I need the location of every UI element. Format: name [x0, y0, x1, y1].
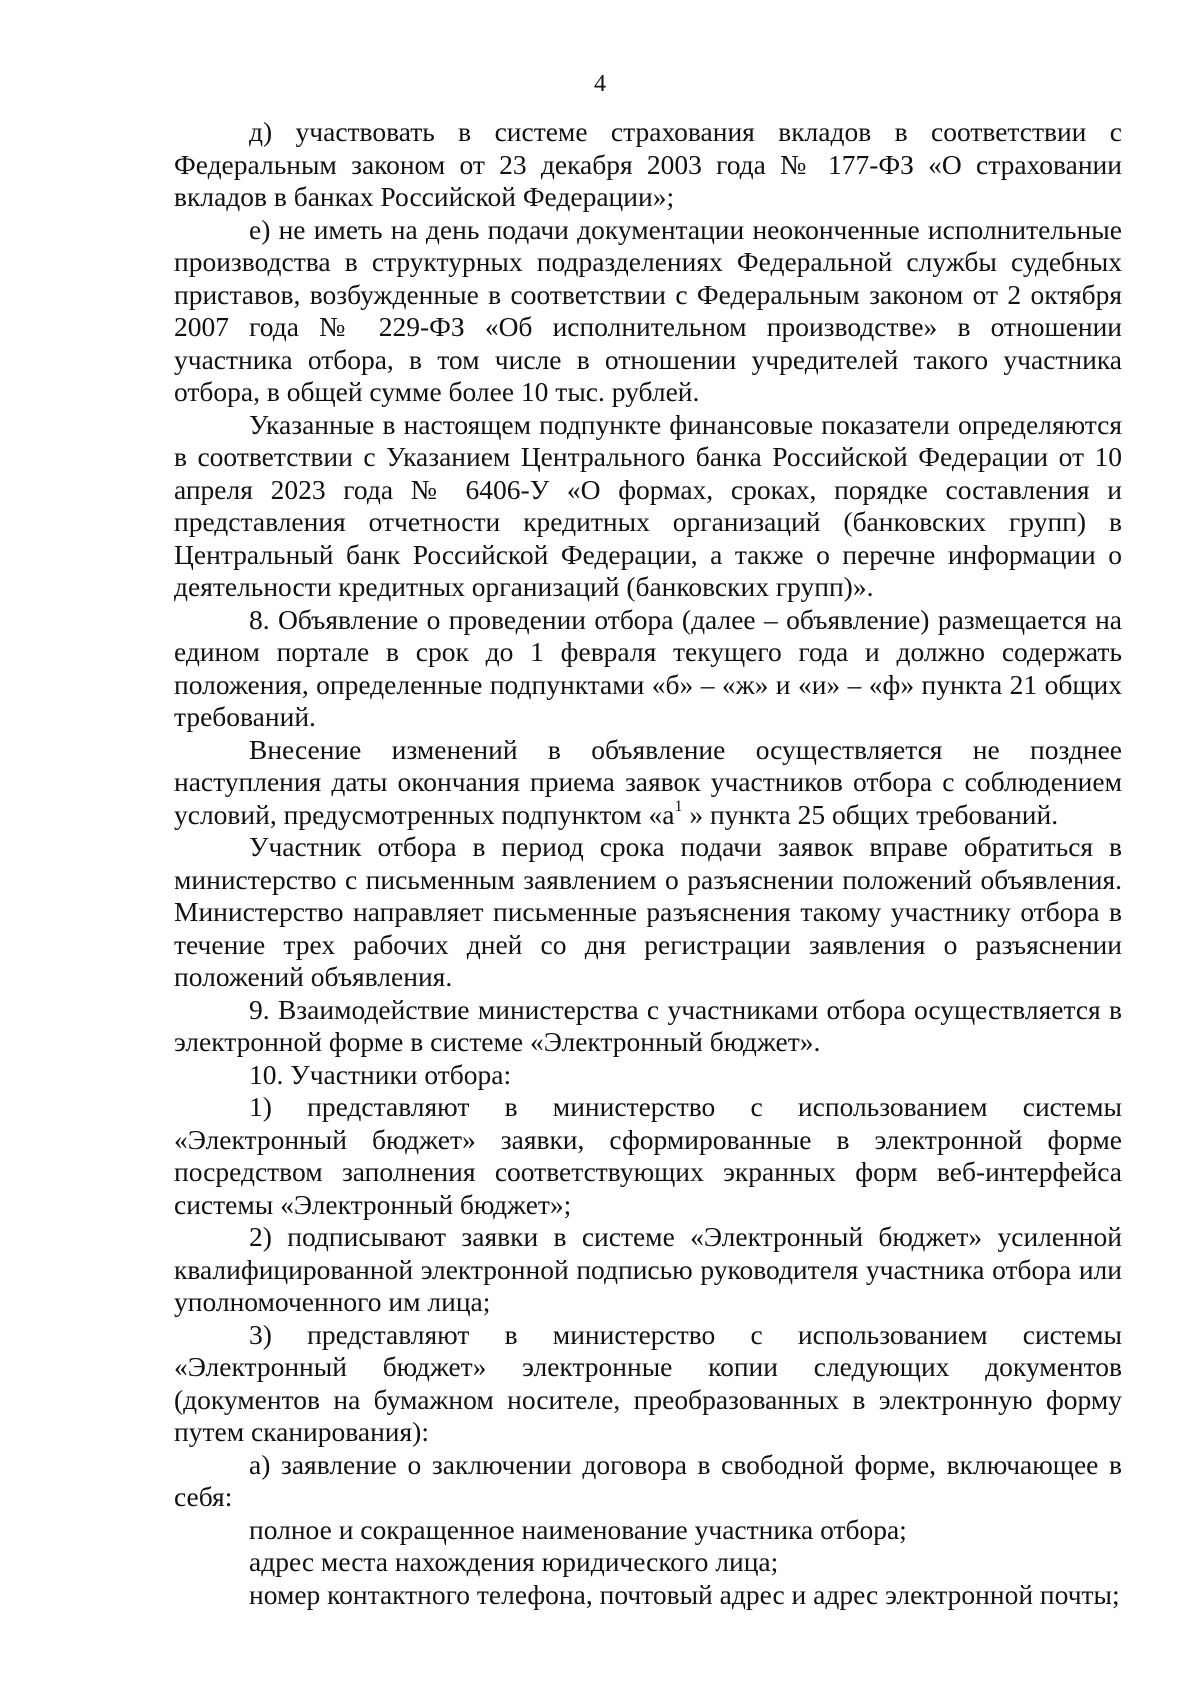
paragraph-10-2: 2) подписывают заявки в системе «Электронный бюджет» усиленной квалифицированной электронной подписью руководителя участника отбора или уполномоченного им лица; [174, 1221, 1122, 1317]
superscript-one: 1 [674, 798, 683, 816]
paragraph-amendments-text: Внесение изменений в объявление осуществляется не позднее наступления даты окончания приема заявок участников отбора с соблюдением условий, предусмотренных подпунктом «а [174, 733, 1122, 830]
paragraph-financial-indicators: Указанные в настоящем подпункте финансовые показатели определяются в соответствии с Указанием Центрального банка Российской Федерации от 10 апреля 2023 года № 6406-У «О формах, сроках, порядке составления и представления отчетности кредитных организаций (банковских групп) в Центральный банк Российской Федерации, а также о перечне информации о деятельности кредитных организаций (банковских групп)». [174, 408, 1122, 602]
page-number: 4 [594, 71, 606, 97]
list-item-address: адрес места нахождения юридического лица; [249, 1546, 779, 1577]
paragraph-amendments-tail: » пункта 25 общих требований. [682, 798, 1059, 830]
paragraph-e: е) не иметь на день подачи документации неоконченные исполнительные производства в структурных подразделениях Федеральной службы судебных приставов, возбужденные в соответствии с Федеральным законом от 2 октября 2007 года № 229-ФЗ «Об исполнительном производстве» в отношении участника отбора, в том числе в отношении учредителей такого участника отбора, в общей сумме более 10 тыс. рублей. [174, 213, 1122, 407]
paragraph-10-1: 1) представляют в министерство с использованием системы «Электронный бюджет» заявки, сформированные в электронной форме посредством заполнения соответствующих экранных форм веб-интерфейса системы «Электронный бюджет»; [174, 1091, 1122, 1220]
paragraph-clarification: Участник отбора в период срока подачи заявок вправе обратиться в министерство с письменным заявлением о разъяснении положений объявления. Министерство направляет письменные разъяснения такому участнику отбора в течение трех рабочих дней со дня регистрации заявления о разъяснении положений объявления. [174, 831, 1122, 992]
document-body [174, 116, 1122, 1611]
list-item-name: полное и сокращенное наименование участника отбора; [249, 1513, 907, 1545]
paragraph-amendments [174, 734, 1122, 832]
list-item-contacts: номер контактного телефона, почтовый адрес и адрес электронной почты; [249, 1578, 1120, 1610]
paragraph-10-3: 3) представляют в министерство с использованием системы «Электронный бюджет» электронные копии следующих документов (документов на бумажном носителе, преобразованных в электронную форму путем сканирования): [174, 1318, 1122, 1447]
paragraph-8: 8. Объявление о проведении отбора (далее – объявление) размещается на едином портале в срок до 1 февраля текущего года и должно содержать положения, определенные подпунктами «б» – «ж» и «и» – «ф» пункта 21 общих требований. [174, 603, 1122, 732]
paragraph-9: 9. Взаимодействие министерства с участниками отбора осуществляется в электронной форме в системе «Электронный бюджет». [174, 993, 1122, 1057]
paragraph-10-3-a: а) заявление о заключении договора в свободной форме, включающее в себя: [174, 1448, 1122, 1512]
paragraph-d: д) участвовать в системе страхования вкладов в соответствии с Федеральным законом от 23 декабря 2003 года № 177-ФЗ «О страховании вкладов в банках Российской Федерации»; [174, 116, 1122, 212]
paragraph-10: 10. Участники отбора: [249, 1058, 512, 1090]
